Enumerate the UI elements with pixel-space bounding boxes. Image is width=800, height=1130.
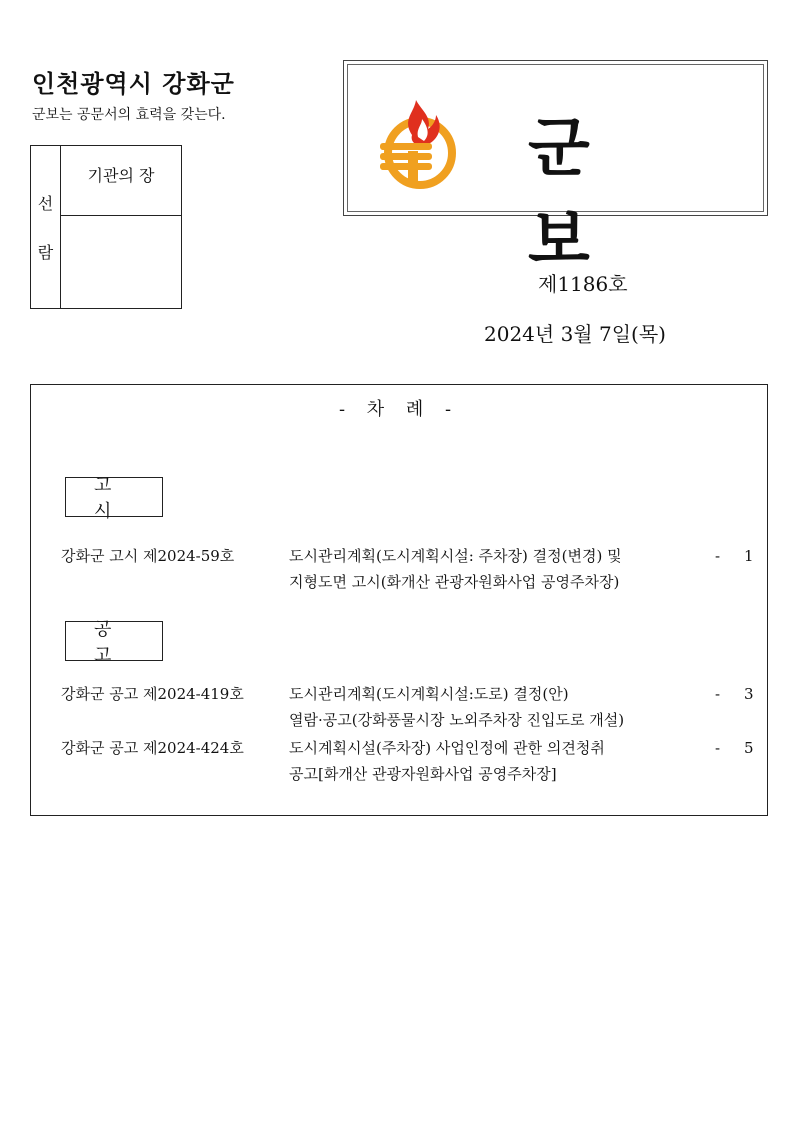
entry-page-number: 1	[744, 547, 754, 565]
entry-title-line: 지형도면 고시(화개산 관광자원화사업 공영주차장)	[289, 573, 620, 591]
entry-page-number: 5	[744, 739, 754, 757]
entry-dash: -	[715, 547, 721, 565]
toc-title: - 차 례 -	[338, 399, 460, 420]
legal-effect-note: 군보는 공문서의 효력을 갖는다.	[32, 107, 226, 123]
review-head-label: 기관의 장	[61, 146, 181, 216]
entry-title-line: 도시관리계획(도시계획시설: 주차장) 결정(변경) 및	[289, 547, 622, 565]
entry-title-line: 도시관리계획(도시계획시설:도로) 결정(안)	[289, 685, 569, 703]
review-side-label	[31, 146, 61, 308]
entry-reference: 강화군 고시 제2024-59호	[61, 547, 235, 565]
entry-dash: -	[715, 685, 721, 703]
review-box	[30, 145, 182, 309]
section-tag-notice: 고 시	[65, 477, 163, 517]
issue-date: 2024년 3월 7일(목)	[484, 322, 666, 346]
table-of-contents	[30, 384, 768, 816]
entry-title-line: 공고[화개산 관광자원화사업 공영주차장]	[289, 765, 557, 783]
review-side-char: 선	[37, 194, 54, 213]
entry-title-line: 도시계획시설(주차장) 사업인정에 관한 의견청취	[289, 739, 605, 757]
entry-title	[289, 681, 689, 733]
county-emblem-icon	[372, 95, 462, 190]
section-tag-announcement: 공 고	[65, 621, 163, 661]
masthead-inner-frame	[347, 64, 764, 278]
issuer-title: 인천광역시 강화군	[32, 70, 235, 98]
issue-number: 제1186호	[538, 272, 628, 296]
entry-title-line: 열람·공고(강화풍물시장 노외주차장 진입도로 개설)	[289, 711, 625, 729]
masthead-title: 군 보	[528, 112, 670, 278]
masthead	[343, 60, 768, 278]
entry-title	[289, 735, 689, 787]
entry-page-number: 3	[744, 685, 754, 703]
review-side-char: 람	[37, 243, 54, 262]
entry-title	[289, 543, 689, 595]
entry-dash: -	[715, 739, 721, 757]
entry-reference: 강화군 공고 제2024-424호	[61, 739, 244, 757]
entry-reference: 강화군 공고 제2024-419호	[61, 685, 244, 703]
